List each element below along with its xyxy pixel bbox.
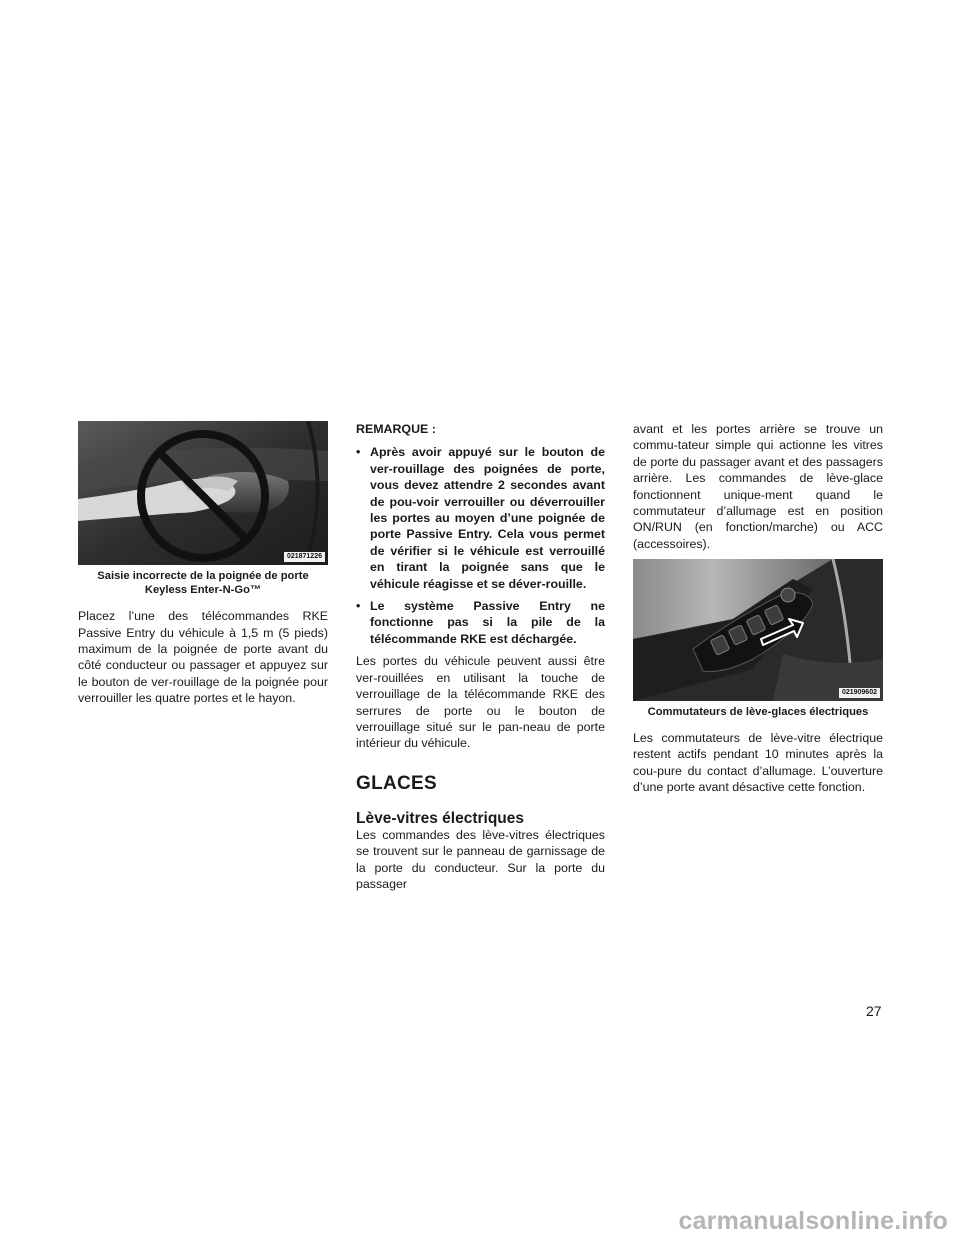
body-paragraph: Les commutateurs de lève-vitre électrique restent actifs pendant 10 minutes après la cou-pure du contact d’allumage. L’ouverture d’une porte avant désactive cette fonction. — [633, 730, 883, 795]
remark-label: REMARQUE : — [356, 422, 436, 436]
caption-line: Saisie incorrecte de la poignée de porte — [97, 570, 309, 582]
page-number: 27 — [866, 1003, 882, 1019]
bullet-icon: • — [356, 445, 361, 460]
figure-caption: Commutateurs de lève-glaces électriques — [647, 706, 869, 719]
body-paragraph: avant et les portes arrière se trouve un commu-tateur simple qui actionne les vitres de porte du passager avant et des passagers arrière. Les commandes de lève-glace fonctionnent unique-ment quand le commutateur d’allumage est en position ON/RUN (en fonction/marche) ou ACC (accessoires). — [633, 422, 883, 551]
figure-window-switches — [633, 559, 883, 701]
list-item-text: Le système Passive Entry ne fonctionne pas si la pile de la télécommande RKE est déchargée. — [370, 599, 605, 646]
column-middle — [356, 421, 605, 892]
column-left — [78, 421, 328, 707]
watermark: carmanualsonline.info — [678, 1207, 948, 1235]
bullet-icon: • — [356, 599, 361, 614]
remark-list — [356, 444, 605, 647]
body-paragraph: Les commandes des lève-vitres électriques se trouvent sur le panneau de garnissage de la porte du conducteur. Sur la porte du passager — [356, 827, 605, 891]
list-item-text: Après avoir appuyé sur le bouton de ver-rouillage des poignées de porte, vous devez attendre 2 secondes avant de pou-voir verrouiller ou déverrouiller les portes au moyen d’une poignée de porte Passive Entry. Cela vous permet de vérifier si le véhicule est verrouillé en tirant la poignée sans que le véhicule réagisse et se déver-rouille. — [370, 445, 605, 591]
body-paragraph: Les portes du véhicule peuvent aussi être ver-rouillées en utilisant la touche de verrouillage de la télécommande RKE des serrures de porte ou le bouton de verrouillage situé sur le pan-neau de porte intérieur du véhicule. — [356, 654, 605, 751]
figure-code: 021871226 — [284, 552, 325, 562]
window-switches-illustration — [633, 559, 883, 701]
figure-door-handle — [78, 421, 328, 565]
column-right — [633, 421, 883, 795]
figure-caption — [78, 570, 328, 597]
body-paragraph: Placez l’une des télécommandes RKE Passive Entry du véhicule à 1,5 m (5 pieds) maximum de la poignée de porte avant du côté conducteur ou passager et appuyez sur le bouton de ver-rouillage de la poignée pour verrouiller les quatre portes et le hayon. — [78, 609, 328, 706]
section-title: GLACES — [356, 772, 437, 794]
list-item — [356, 444, 605, 592]
subsection-title: Lève-vitres électriques — [356, 809, 525, 827]
figure-code: 021909602 — [839, 688, 880, 698]
list-item — [356, 598, 605, 647]
caption-line: Keyless Enter-N-Go™ — [144, 583, 262, 596]
door-handle-illustration — [78, 421, 328, 565]
